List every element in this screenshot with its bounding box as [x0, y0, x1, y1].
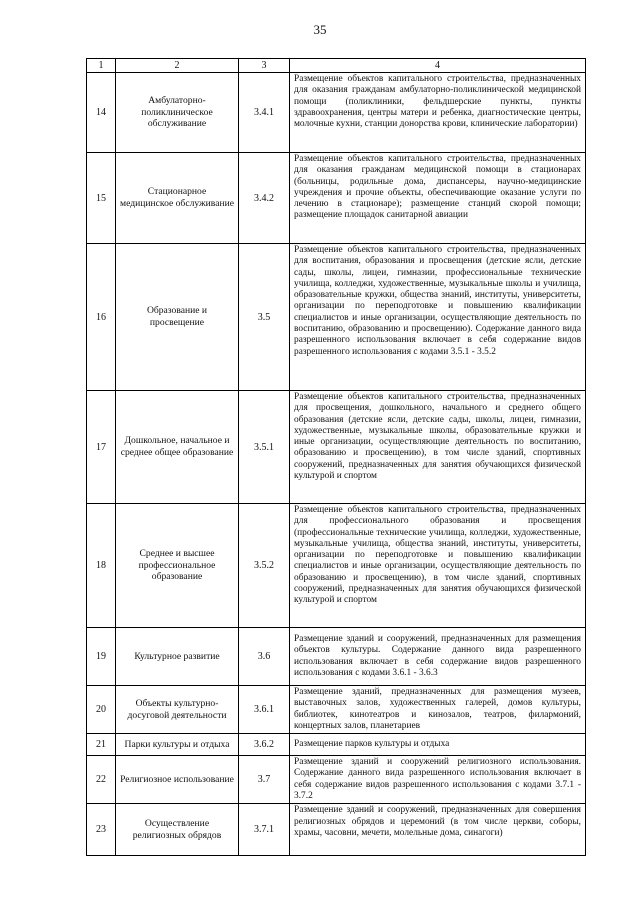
use-type-description: Размещение объектов капитального строительства, предназначенных для оказания гражданам амбулаторно-поликлинической медицинской помощи (поликлиники, фельдшерские пункты, пункты здравоохранения, центры матери и ребенка, диагностические центры, молочные кухни, станции донорства крови, клинические лаборатории) [290, 73, 586, 153]
use-type-code: 3.4.1 [239, 73, 290, 153]
use-type-code: 3.6.2 [239, 734, 290, 756]
row-number: 18 [87, 504, 116, 628]
use-type-code: 3.6 [239, 628, 290, 686]
use-type-code: 3.5 [239, 244, 290, 391]
use-type-code: 3.7.1 [239, 804, 290, 856]
use-type-name: Парки культуры и отдыха [116, 734, 239, 756]
header-col-1: 1 [87, 59, 116, 73]
use-type-description: Размещение объектов капитального строительства, предназначенных для воспитания, образования и просвещения (детские ясли, детские сады, школы, лицеи, гимназии, профессиональные технические училища, колледжи, художественные, музыкальные школы и училища, образовательные кружки, общества знаний, институты, университеты, организации по переподготовке и повышению квалификации специалистов и иные организации, осуществляющие деятельность по воспитанию, образованию и просвещению). Содержание данного вида разрешенного использования включает в себя содержание видов разрешенного использования с кодами 3.5.1 - 3.5.2 [290, 244, 586, 391]
use-type-code: 3.6.1 [239, 686, 290, 734]
row-number: 22 [87, 756, 116, 804]
use-type-code: 3.5.2 [239, 504, 290, 628]
use-type-description: Размещение зданий и сооружений религиозного использования. Содержание данного вида разрешенного использования включает в себя содержание видов разрешенного использования с кодами 3.7.1 - 3.7.2 [290, 756, 586, 804]
use-type-description: Размещение объектов капитального строительства, предназначенных для оказания гражданам медицинской помощи в стационарах (больницы, родильные дома, диспансеры, научно-медицинские учреждения и прочие объекты, обеспечивающие оказание услуги по лечению в стационаре); размещение станций скорой помощи; размещение площадок санитарной авиации [290, 153, 586, 244]
table-row [87, 628, 586, 686]
table-row [87, 504, 586, 628]
table-row [87, 391, 586, 504]
use-type-name: Среднее и высшее профессиональное образование [116, 504, 239, 628]
use-type-code: 3.7 [239, 756, 290, 804]
use-type-name: Культурное развитие [116, 628, 239, 686]
header-col-3: 3 [239, 59, 290, 73]
header-col-4: 4 [290, 59, 586, 73]
row-number: 14 [87, 73, 116, 153]
use-type-name: Стационарное медицинское обслуживание [116, 153, 239, 244]
use-type-description: Размещение зданий, предназначенных для размещения музеев, выставочных залов, художественных галерей, домов культуры, библиотек, кинотеатров и кинозалов, театров, филармоний, концертных залов, планетариев [290, 686, 586, 734]
use-type-description: Размещение объектов капитального строительства, предназначенных для просвещения, дошкольного, начального и среднего общего образования (детские ясли, детские сады, школы, лицеи, гимназии, художественные, музыкальные школы, образовательные кружки и иные организации, осуществляющие деятельность по воспитанию, образованию и просвещению), в том числе зданий, спортивных сооружений, предназначенных для занятия обучающихся физической культурой и спортом [290, 391, 586, 504]
row-number: 16 [87, 244, 116, 391]
table-row [87, 73, 586, 153]
table-header-row [87, 59, 586, 73]
use-type-description: Размещение зданий и сооружений, предназначенных для размещения объектов культуры. Содержание данного вида разрешенного использования включает в себя содержание видов разрешенного использования с кодами 3.6.1 - 3.6.3 [290, 628, 586, 686]
row-number: 23 [87, 804, 116, 856]
use-type-name: Образование и просвещение [116, 244, 239, 391]
table-row [87, 804, 586, 856]
use-type-description: Размещение объектов капитального строительства, предназначенных для профессионального образования и просвещения (профессиональные технические училища, колледжи, художественные, музыкальные училища, общества знаний, институты, университеты, организации по переподготовке и повышению квалификации специалистов и иные организации, осуществляющие деятельность по образованию и просвещению), в том числе зданий, спортивных сооружений, предназначенных для занятия обучающихся физической культурой и спортом [290, 504, 586, 628]
use-type-name: Амбулаторно-поликлиническое обслуживание [116, 73, 239, 153]
use-type-name: Объекты культурно-досуговой деятельности [116, 686, 239, 734]
header-col-2: 2 [116, 59, 239, 73]
table-row [87, 734, 586, 756]
use-type-name: Осуществление религиозных обрядов [116, 804, 239, 856]
table-row [87, 244, 586, 391]
row-number: 17 [87, 391, 116, 504]
table-row [87, 153, 586, 244]
use-type-name: Дошкольное, начальное и среднее общее образование [116, 391, 239, 504]
table-row [87, 756, 586, 804]
page-number: 35 [313, 22, 327, 37]
use-type-description: Размещение парков культуры и отдыха [290, 734, 586, 756]
use-type-code: 3.4.2 [239, 153, 290, 244]
use-type-code: 3.5.1 [239, 391, 290, 504]
land-use-table [86, 58, 586, 856]
row-number: 15 [87, 153, 116, 244]
use-type-name: Религиозное использование [116, 756, 239, 804]
row-number: 19 [87, 628, 116, 686]
use-type-description: Размещение зданий и сооружений, предназначенных для совершения религиозных обрядов и церемоний (в том числе церкви, соборы, храмы, часовни, мечети, молельные дома, синагоги) [290, 804, 586, 856]
row-number: 20 [87, 686, 116, 734]
table-row [87, 686, 586, 734]
row-number: 21 [87, 734, 116, 756]
